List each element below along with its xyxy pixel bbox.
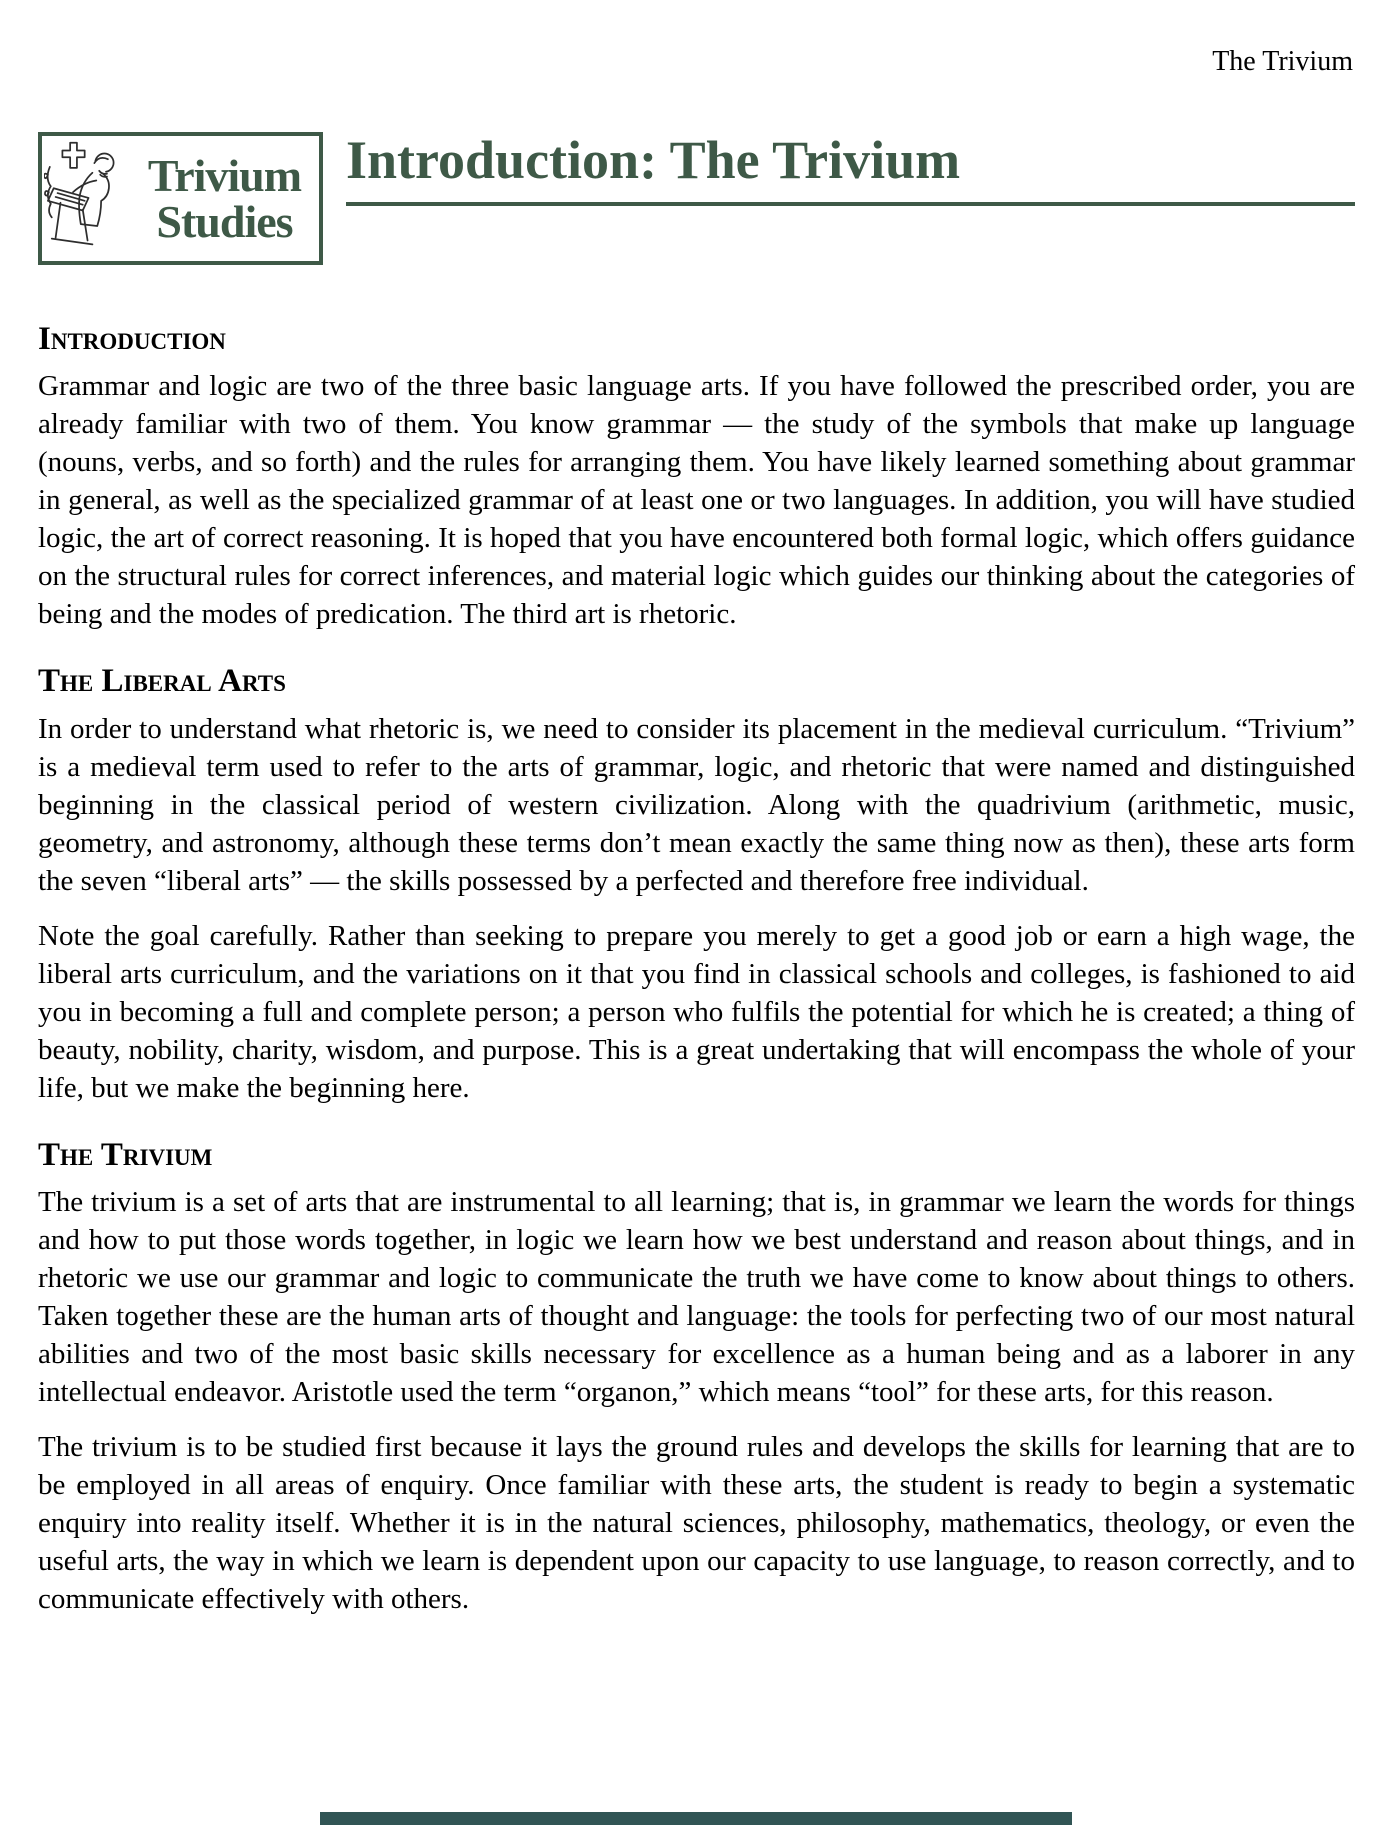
title-block — [346, 132, 1355, 206]
logo-word-trivium: Trivium — [147, 150, 302, 202]
next-page-edge — [320, 1812, 1072, 1825]
section-heading-introduction: Introduction — [38, 321, 226, 357]
logo-text — [136, 150, 313, 247]
paragraph: The trivium is a set of arts that are instrumental to all learning; that is, in grammar we learn the words for things and how to put those words together, in logic we learn how we best understand and reason about things, and in rhetoric we use our grammar and logic to communicate the truth we have come to know about things to others. Taken together these are the human arts of thought and language: the tools for perfecting two of our most natural abilities and two of the most basic skills necessary for excellence as a human being and as a laborer in any intellectual endeavor. Aristotle used the term “organon,” which means “tool” for these arts, for this reason. — [38, 1185, 1355, 1408]
monk-at-lectern-icon — [44, 137, 136, 261]
logo-word-studies: Studies — [156, 195, 293, 247]
trivium-studies-logo — [38, 132, 323, 265]
paragraph: The trivium is to be studied first because it lays the ground rules and develops the skills for learning that are to be employed in all areas of enquiry. Once familiar with these arts, the student is ready to begin a systematic enquiry into reality itself. Whether it is in the natural sciences, philosophy, mathematics, theology, or even the useful arts, the way in which we learn is dependent upon our capacity to use language, to reason correctly, and to communicate effectively with others. — [38, 1430, 1355, 1615]
section-liberal-arts — [38, 663, 1355, 1106]
paragraph: Note the goal carefully. Rather than seeking to prepare you merely to get a good job or earn a high wage, the liberal arts curriculum, and the variations on it that you find in classical schools and colleges, is fashioned to aid you in becoming a full and complete person; a person who fulfils the potential for which he is created; a thing of beauty, nobility, charity, wisdom, and purpose. This is a great undertaking that will encompass the whole of your life, but we make the beginning here. — [38, 919, 1355, 1104]
section-heading-trivium: The Trivium — [38, 1136, 213, 1173]
running-header: The Trivium — [1212, 46, 1353, 77]
section-heading-liberal-arts: The Liberal Arts — [38, 663, 286, 700]
page-title: Introduction: The Trivium — [346, 130, 961, 190]
section-trivium — [38, 1137, 1355, 1618]
masthead — [38, 132, 1355, 265]
title-rule — [346, 202, 1355, 206]
document-body — [38, 321, 1355, 1618]
paragraph: In order to understand what rhetoric is, we need to consider its placement in the medieval curriculum. “Trivium” is a medieval term used to refer to the arts of grammar, logic, and rhetoric that were named and distinguished beginning in the classical period of western civilization. Along with the quadrivium (arithmetic, music, geometry, and astronomy, although these terms don’t mean exactly the same thing now as then), these arts form the seven “liberal arts” — the skills possessed by a perfected and therefore free individual. — [38, 712, 1355, 897]
section-introduction — [38, 321, 1355, 633]
paragraph: Grammar and logic are two of the three basic language arts. If you have followed the prescribed order, you are already familiar with two of them. You know grammar — the study of the symbols that make up language (nouns, verbs, and so forth) and the rules for arranging them. You have likely learned something about grammar in general, as well as the specialized grammar of at least one or two languages. In addition, you will have studied logic, the art of correct reasoning. It is hoped that you have encountered both formal logic, which offers guidance on the structural rules for correct inferences, and material logic which guides our thinking about the categories of being and the modes of predication. The third art is rhetoric. — [38, 370, 1355, 631]
